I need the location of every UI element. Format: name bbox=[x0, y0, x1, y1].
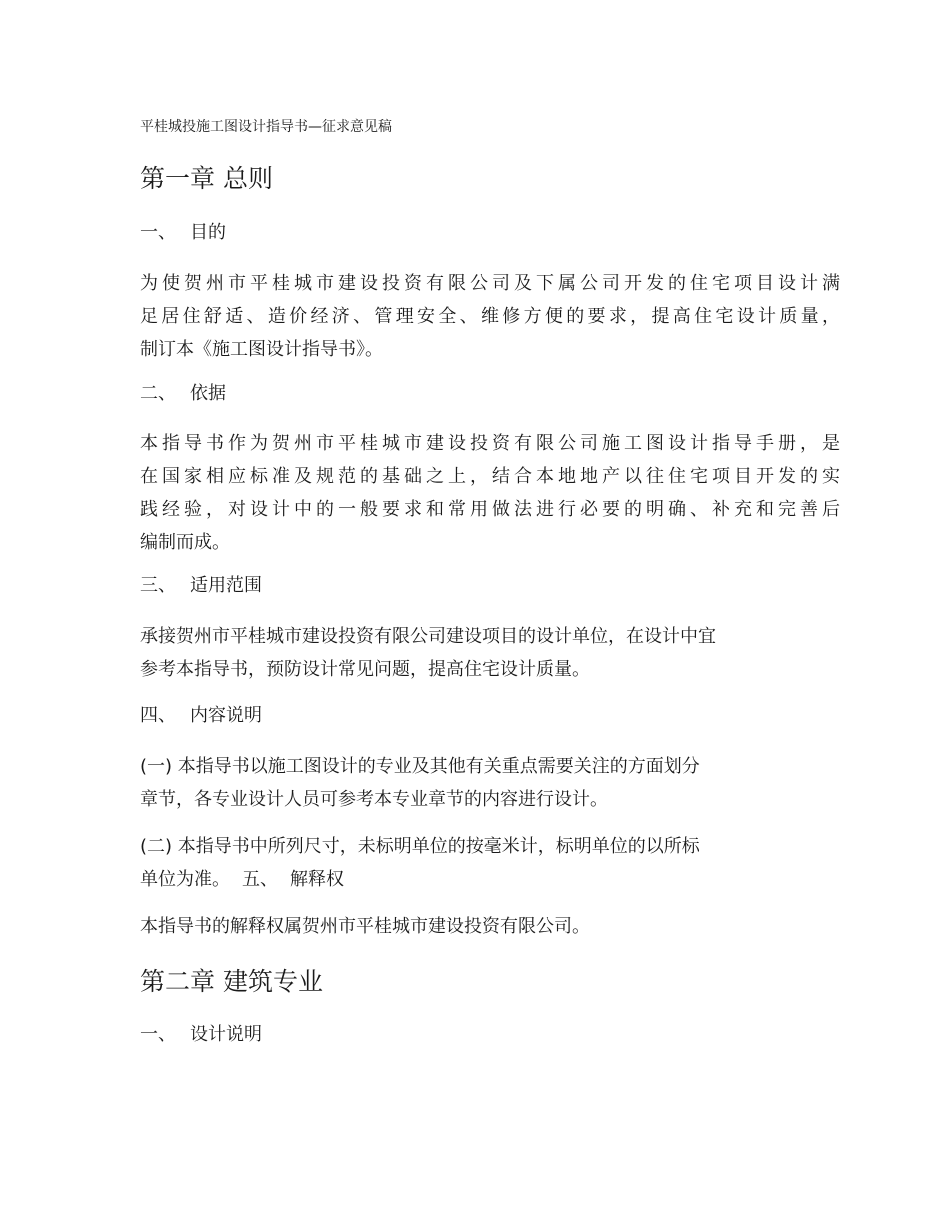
section-3-paragraph bbox=[140, 620, 840, 686]
document-title: 平桂城投施工图设计指导书—征求意见稿 bbox=[140, 119, 392, 135]
paragraph-line: 为使贺州市平桂城市建设投资有限公司及下属公司开发的住宅项目设计满 bbox=[140, 273, 840, 294]
section-title: 解释权 bbox=[290, 869, 344, 890]
chapter-1-title: 第一章 总则 bbox=[140, 164, 273, 193]
paragraph-line: 在国家相应标准及规范的基础之上，结合本地地产以往住宅项目开发的实 bbox=[140, 466, 840, 487]
paragraph-line: 制订本《施工图设计指导书》。 bbox=[140, 339, 383, 360]
section-title: 设计说明 bbox=[190, 1024, 262, 1045]
section-number: 一、 bbox=[140, 1024, 176, 1045]
chapter-2-section-1-heading bbox=[140, 1022, 262, 1048]
section-2-heading bbox=[140, 381, 226, 407]
paragraph-line: 编制而成。 bbox=[140, 532, 230, 553]
section-number: 一、 bbox=[140, 222, 176, 243]
section-1-paragraph bbox=[140, 267, 840, 366]
section-title: 依据 bbox=[190, 383, 226, 404]
section-4-item-2 bbox=[140, 830, 840, 896]
section-title: 目的 bbox=[190, 222, 226, 243]
paragraph-line: 参考本指导书，预防设计常见问题，提高住宅设计质量。 bbox=[140, 659, 590, 680]
section-4-item-1 bbox=[140, 750, 840, 816]
section-4-heading bbox=[140, 703, 262, 729]
paragraph-line: 践经验，对设计中的一般要求和常用做法进行必要的明确、补充和完善后 bbox=[140, 499, 840, 520]
chapter-2-title: 第二章 建筑专业 bbox=[140, 967, 323, 996]
section-number: 四、 bbox=[140, 705, 176, 726]
section-title: 适用范围 bbox=[190, 575, 262, 596]
section-number: 五、 bbox=[242, 869, 278, 890]
paragraph-line: 本指导书的解释权属贺州市平桂城市建设投资有限公司。 bbox=[140, 916, 590, 937]
section-number: 二、 bbox=[140, 383, 176, 404]
paragraph-line: 章节，各专业设计人员可参考本专业章节的内容进行设计。 bbox=[140, 789, 608, 810]
section-title: 内容说明 bbox=[190, 705, 262, 726]
section-3-heading bbox=[140, 573, 262, 599]
paragraph-line: 足居住舒适、造价经济、管理安全、维修方便的要求，提高住宅设计质量， bbox=[140, 306, 840, 327]
paragraph-line bbox=[140, 863, 840, 896]
section-1-heading bbox=[140, 220, 226, 246]
paragraph-text: 单位为准。 bbox=[140, 869, 230, 890]
section-5-heading bbox=[242, 869, 344, 890]
section-2-paragraph bbox=[140, 427, 840, 559]
section-5-paragraph bbox=[140, 910, 840, 943]
section-number: 三、 bbox=[140, 575, 176, 596]
paragraph-line: 本指导书作为贺州市平桂城市建设投资有限公司施工图设计指导手册，是 bbox=[140, 433, 840, 454]
paragraph-line: 承接贺州市平桂城市建设投资有限公司建设项目的设计单位，在设计中宜 bbox=[140, 626, 716, 647]
paragraph-line: (二) 本指导书中所列尺寸，未标明单位的按毫米计，标明单位的以所标 bbox=[140, 836, 700, 857]
paragraph-line: (一) 本指导书以施工图设计的专业及其他有关重点需要关注的方面划分 bbox=[140, 756, 700, 777]
